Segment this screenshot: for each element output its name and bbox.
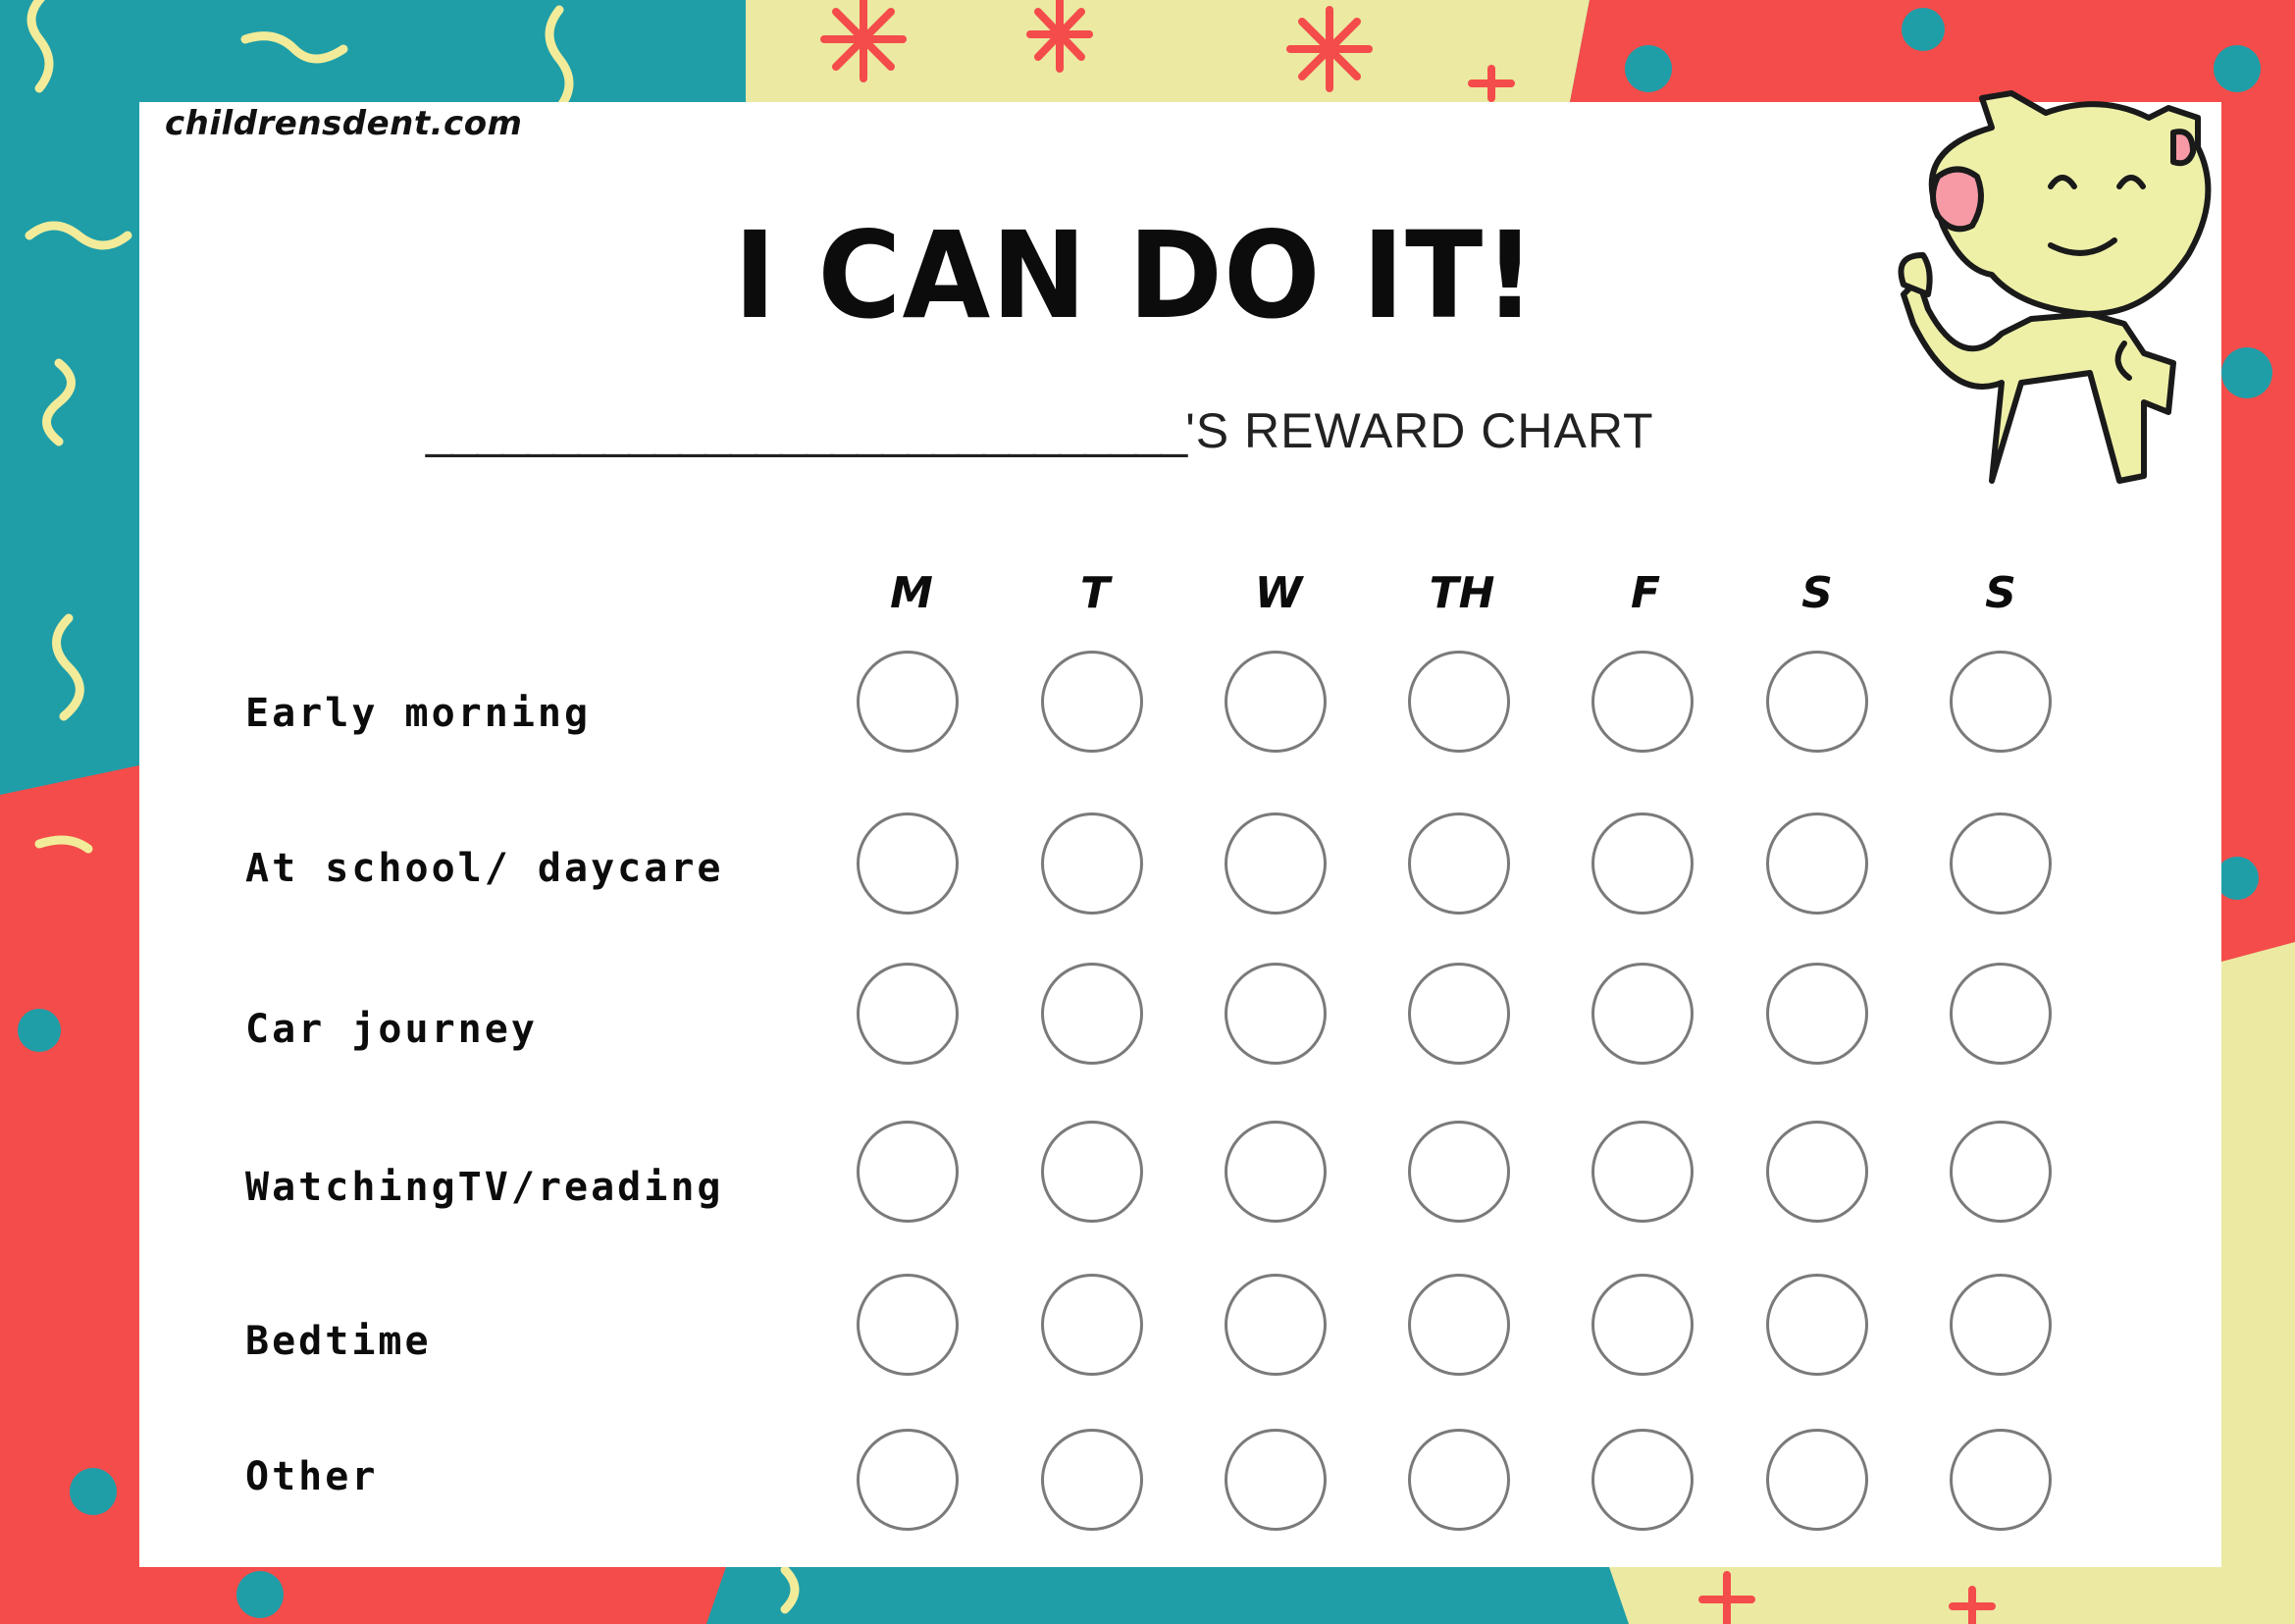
- reward-circle[interactable]: [857, 963, 959, 1065]
- reward-circle[interactable]: [857, 1274, 959, 1376]
- reward-circle[interactable]: [1041, 812, 1143, 915]
- reward-circle[interactable]: [1041, 1274, 1143, 1376]
- reward-circle[interactable]: [1950, 651, 2052, 753]
- reward-circle[interactable]: [1225, 963, 1327, 1065]
- reward-circle[interactable]: [1766, 1429, 1868, 1531]
- reward-circle[interactable]: [1766, 812, 1868, 915]
- row-label-watching-tv: WatchingTV/reading: [245, 1165, 724, 1210]
- reward-circle[interactable]: [1408, 963, 1510, 1065]
- reward-circle[interactable]: [1591, 1429, 1694, 1531]
- row-label-other: Other: [245, 1454, 379, 1499]
- reward-circle[interactable]: [857, 651, 959, 753]
- reward-circle[interactable]: [1950, 1121, 2052, 1223]
- day-header-w: W: [1254, 568, 1303, 618]
- subtitle-text: 'S REWARD CHART: [1185, 403, 1654, 458]
- chart-title: I CAN DO IT!: [733, 206, 1538, 346]
- reward-circle[interactable]: [1408, 1121, 1510, 1223]
- reward-circle[interactable]: [1591, 1274, 1694, 1376]
- reward-circle[interactable]: [1408, 812, 1510, 915]
- reward-circle[interactable]: [1591, 963, 1694, 1065]
- day-header-s1: S: [1801, 568, 1833, 618]
- reward-circle[interactable]: [1950, 1429, 2052, 1531]
- reward-circle[interactable]: [1225, 812, 1327, 915]
- reward-circle[interactable]: [1591, 812, 1694, 915]
- day-header-f: F: [1630, 568, 1661, 618]
- reward-circle[interactable]: [1225, 1121, 1327, 1223]
- row-label-car-journey: Car journey: [245, 1007, 538, 1052]
- reward-circle[interactable]: [857, 812, 959, 915]
- reward-circle[interactable]: [1766, 1121, 1868, 1223]
- reward-circle[interactable]: [857, 1429, 959, 1531]
- reward-circle[interactable]: [857, 1121, 959, 1223]
- day-header-th: TH: [1429, 568, 1495, 618]
- site-label: childrensdent.com: [165, 104, 523, 143]
- reward-circle[interactable]: [1950, 812, 2052, 915]
- reward-circle[interactable]: [1408, 651, 1510, 753]
- reward-circle[interactable]: [1225, 1429, 1327, 1531]
- reward-circle[interactable]: [1041, 963, 1143, 1065]
- reward-circle[interactable]: [1950, 963, 2052, 1065]
- subtitle: [426, 402, 1654, 459]
- day-header-m: M: [890, 568, 933, 618]
- reward-circle[interactable]: [1766, 963, 1868, 1065]
- reward-circle[interactable]: [1041, 1429, 1143, 1531]
- day-header-t: T: [1079, 568, 1110, 618]
- day-header-s2: S: [1985, 568, 2016, 618]
- row-label-early-morning: Early morning: [245, 691, 592, 736]
- reward-circle[interactable]: [1225, 651, 1327, 753]
- reward-circle[interactable]: [1408, 1274, 1510, 1376]
- reward-circle[interactable]: [1950, 1274, 2052, 1376]
- row-label-bedtime: Bedtime: [245, 1319, 432, 1364]
- cartoon-bear-thumbs-up-icon: [1874, 88, 2237, 510]
- reward-circle[interactable]: [1041, 1121, 1143, 1223]
- reward-circle[interactable]: [1591, 651, 1694, 753]
- reward-circle[interactable]: [1225, 1274, 1327, 1376]
- reward-circle[interactable]: [1766, 1274, 1868, 1376]
- reward-circle[interactable]: [1591, 1121, 1694, 1223]
- reward-circle[interactable]: [1766, 651, 1868, 753]
- reward-circle[interactable]: [1408, 1429, 1510, 1531]
- row-label-at-school: At school/ daycare: [245, 846, 724, 891]
- name-blank[interactable]: ______________________________: [426, 403, 1186, 458]
- reward-circle[interactable]: [1041, 651, 1143, 753]
